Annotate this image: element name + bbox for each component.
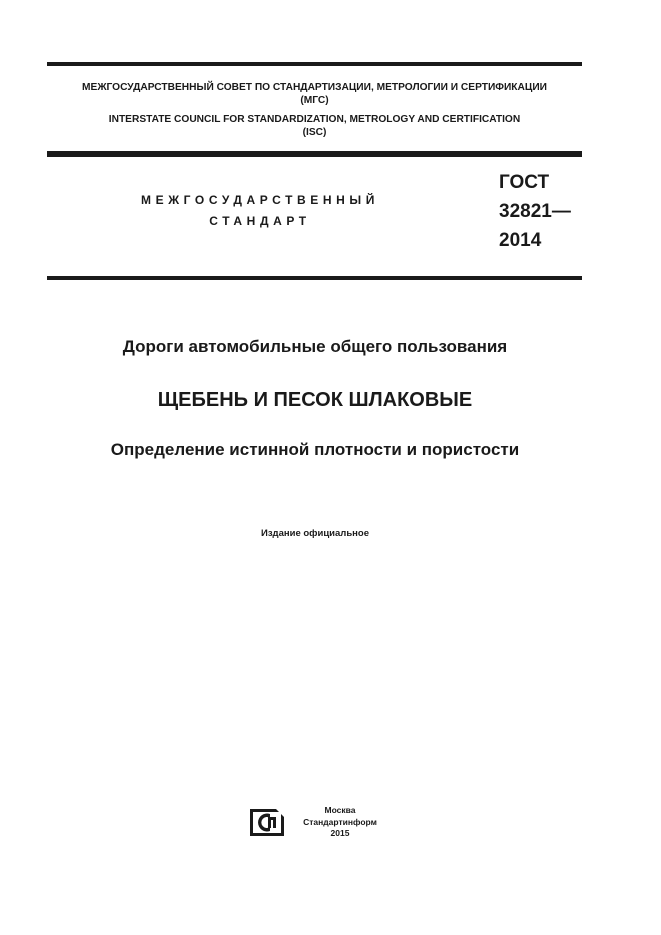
council-name-en: INTERSTATE COUNCIL FOR STANDARDIZATION, METROLOGY AND CERTIFICATION [108, 114, 521, 125]
publisher-name: Стандартинформ [303, 816, 377, 827]
gost-prefix: ГОСТ [499, 172, 550, 193]
gost-number: 32821— [499, 201, 571, 222]
council-abbr-ru: (МГС) [300, 95, 329, 106]
publisher-city: Москва [324, 805, 356, 815]
gost-designation [499, 168, 571, 255]
edition-label: Издание официальное [261, 528, 369, 539]
publisher-year: 2015 [330, 828, 350, 838]
standard-type-line1: МЕЖГОСУДАРСТВЕННЫЙ [141, 193, 379, 207]
mid-rule [47, 276, 582, 280]
council-header [47, 81, 582, 139]
top-rule [47, 62, 582, 66]
standard-type [90, 190, 430, 232]
gost-year: 2014 [499, 230, 542, 251]
header-rule [47, 151, 582, 157]
sub-title: Определение истинной плотности и пористости [110, 440, 520, 459]
council-name-ru: МЕЖГОСУДАРСТВЕННЫЙ СОВЕТ ПО СТАНДАРТИЗАЦИИ, МЕТРОЛОГИИ И СЕРТИФИКАЦИИ [82, 82, 547, 93]
publisher-info [292, 805, 388, 840]
standard-type-line2: СТАНДАРТ [209, 214, 311, 228]
standartinform-logo-icon [248, 806, 286, 838]
group-title: Дороги автомобильные общего пользования [122, 337, 508, 356]
council-abbr-en: (ISC) [302, 127, 327, 138]
main-title: ЩЕБЕНЬ И ПЕСОК ШЛАКОВЫЕ [157, 389, 473, 411]
